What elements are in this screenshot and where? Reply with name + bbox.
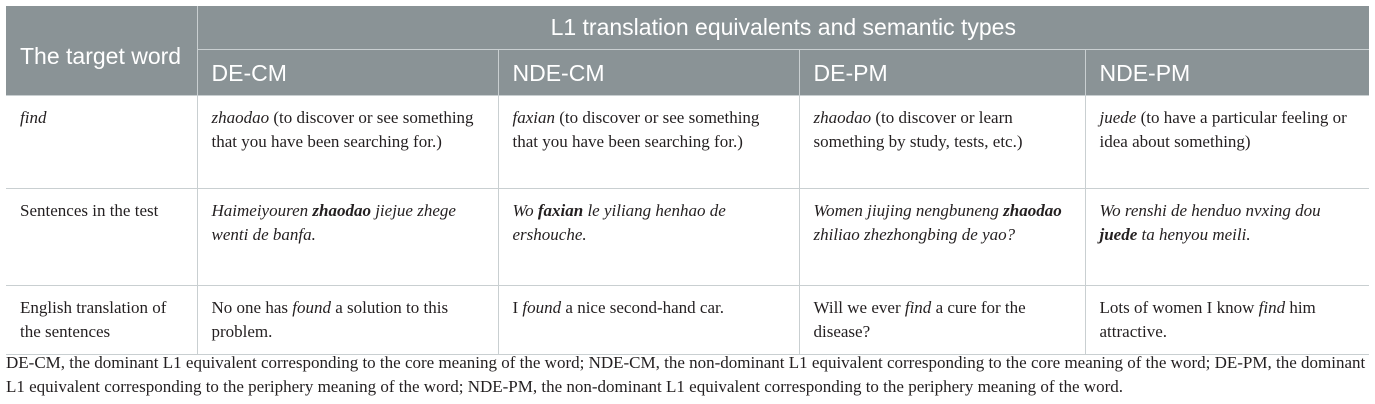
- row-label-english: English translation of the sentences: [6, 286, 197, 355]
- gloss: (to discover or learn something by study, tests, etc.): [813, 108, 1023, 151]
- header-de-cm: DE-CM: [197, 50, 498, 96]
- english-post: a solution to this problem.: [211, 298, 449, 341]
- table-row-sentences: [6, 189, 1369, 286]
- cell-de-pm-sentence: [799, 189, 1085, 286]
- gloss: (to discover or see something that you have been searching for.): [211, 108, 474, 151]
- english-key: found: [522, 298, 562, 317]
- gloss: (to discover or see something that you have been searching for.): [512, 108, 760, 151]
- sentence-key: zhaodao: [1003, 201, 1062, 220]
- gloss: (to have a particular feeling or idea about something): [1099, 108, 1347, 151]
- term: faxian: [512, 108, 555, 127]
- cell-de-cm-meaning: [197, 96, 498, 189]
- row-label-sentences: Sentences in the test: [6, 189, 197, 286]
- cell-de-cm-english: [197, 286, 498, 355]
- sentence-post: le yiliang henhao de ershouche.: [512, 201, 726, 244]
- sentence-key: zhaodao: [312, 201, 371, 220]
- term: zhaodao: [211, 108, 270, 127]
- cell-nde-pm-meaning: [1085, 96, 1369, 189]
- table-row-find: [6, 96, 1369, 189]
- cell-nde-pm-english: [1085, 286, 1369, 355]
- english-post: a cure for the disease?: [813, 298, 1026, 341]
- cell-de-pm-meaning: [799, 96, 1085, 189]
- sentence-key: juede: [1099, 225, 1138, 244]
- header-group-title: L1 translation equivalents and semantic types: [197, 6, 1369, 50]
- cell-de-cm-sentence: [197, 189, 498, 286]
- english-post: a nice second-hand car.: [561, 298, 724, 317]
- term: zhaodao: [813, 108, 872, 127]
- header-nde-pm: NDE-PM: [1085, 50, 1369, 96]
- english-pre: No one has: [211, 298, 293, 317]
- sentence-post: zhiliao zhezhongbing de yao?: [813, 225, 1016, 244]
- header-de-pm: DE-PM: [799, 50, 1085, 96]
- sentence-pre: Wo renshi de henduo nvxing dou: [1099, 201, 1321, 220]
- english-pre: Will we ever: [813, 298, 905, 317]
- sentence-pre: Women jiujing nengbuneng: [813, 201, 1004, 220]
- cell-nde-cm-sentence: [498, 189, 799, 286]
- cell-nde-pm-sentence: [1085, 189, 1369, 286]
- english-post: him attractive.: [1099, 298, 1316, 341]
- sentence-post: ta henyou meili.: [1137, 225, 1251, 244]
- cell-de-pm-english: [799, 286, 1085, 355]
- row-label-find: find: [6, 96, 197, 189]
- header-target-word: The target word: [6, 6, 197, 96]
- english-pre: I: [512, 298, 523, 317]
- translation-equivalents-table: [6, 6, 1369, 355]
- sentence-pre: Wo: [512, 201, 538, 220]
- english-key: found: [292, 298, 331, 317]
- header-nde-cm: NDE-CM: [498, 50, 799, 96]
- term: juede: [1099, 108, 1137, 127]
- table-row-english: [6, 286, 1369, 355]
- sentence-pre: Haimeiyouren: [211, 201, 313, 220]
- english-key: find: [904, 298, 932, 317]
- english-key: find: [1258, 298, 1286, 317]
- sentence-key: faxian: [537, 201, 584, 220]
- table-footnote: DE-CM, the dominant L1 equivalent corresponding to the core meaning of the word; NDE-CM, the non-dominant L1 equivalent corresponding to the core meaning of the word; DE-PM, the dominant L1 equivalent corresponding to the periphery meaning of the word; NDE-PM, the non-dominant L1 equivalent corresponding to the periphery meaning of the word.: [6, 353, 1366, 396]
- cell-nde-cm-meaning: [498, 96, 799, 189]
- cell-nde-cm-english: [498, 286, 799, 355]
- english-pre: Lots of women I know: [1099, 298, 1259, 317]
- sentence-post: jiejue zhege wenti de banfa.: [211, 201, 456, 244]
